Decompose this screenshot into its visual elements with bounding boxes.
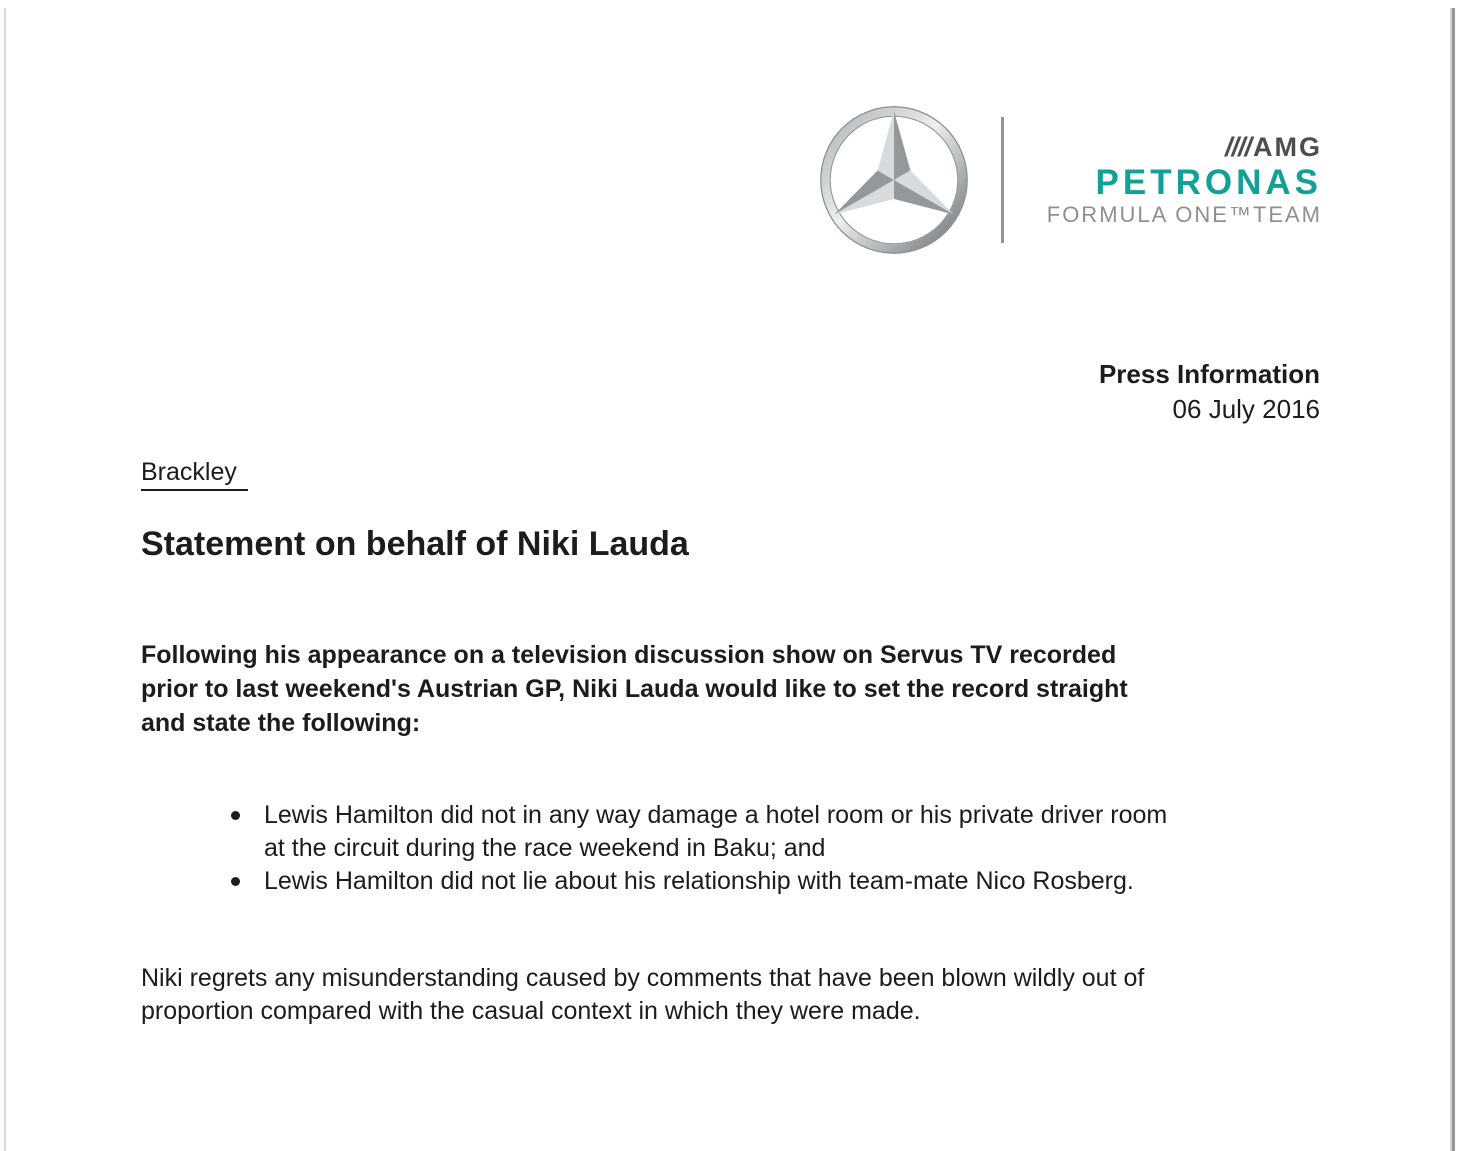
amg-wordmark bbox=[1225, 132, 1322, 163]
bullet-item bbox=[141, 799, 1167, 865]
bullet-item bbox=[141, 865, 1167, 898]
mercedes-star-icon bbox=[820, 106, 968, 254]
closing-paragraph bbox=[141, 962, 1144, 1028]
bullet-list bbox=[141, 799, 1167, 898]
intro-line: prior to last weekend's Austrian GP, Niki Lauda would like to set the record straight bbox=[141, 675, 1128, 703]
page-edge-right bbox=[1452, 8, 1455, 1151]
amg-label: AMG bbox=[1253, 132, 1322, 162]
bullet-dot-icon bbox=[231, 811, 240, 820]
bullet-line: at the circuit during the race weekend in Baku; and bbox=[264, 834, 826, 862]
formula-one-team-label: FORMULA ONE™TEAM bbox=[1046, 202, 1322, 227]
bullet-line: Lewis Hamilton did not lie about his relationship with team-mate Nico Rosberg. bbox=[264, 867, 1134, 895]
bullet-line: Lewis Hamilton did not in any way damage a hotel room or his private driver room bbox=[264, 801, 1168, 829]
location-label: Brackley bbox=[141, 457, 248, 491]
intro-line: and state the following: bbox=[141, 709, 421, 737]
page-title: Statement on behalf of Niki Lauda bbox=[141, 525, 689, 563]
petronas-wordmark: PETRONAS bbox=[1095, 163, 1322, 202]
intro-line: Following his appearance on a television discussion show on Servus TV recorded bbox=[141, 641, 1117, 669]
closing-line: proportion compared with the casual context in which they were made. bbox=[141, 997, 921, 1025]
press-information-label: Press Information bbox=[1098, 359, 1320, 389]
amg-slashes-icon: //// bbox=[1224, 132, 1251, 162]
press-header bbox=[1099, 357, 1320, 427]
intro-paragraph bbox=[141, 638, 1128, 740]
bullet-dot-icon bbox=[231, 877, 240, 886]
closing-line: Niki regrets any misunderstanding caused by comments that have been blown wildly out of bbox=[141, 964, 1145, 992]
press-date: 06 July 2016 bbox=[1172, 394, 1320, 424]
page-edge-left bbox=[4, 8, 6, 1151]
team-wordmark bbox=[1000, 132, 1322, 227]
